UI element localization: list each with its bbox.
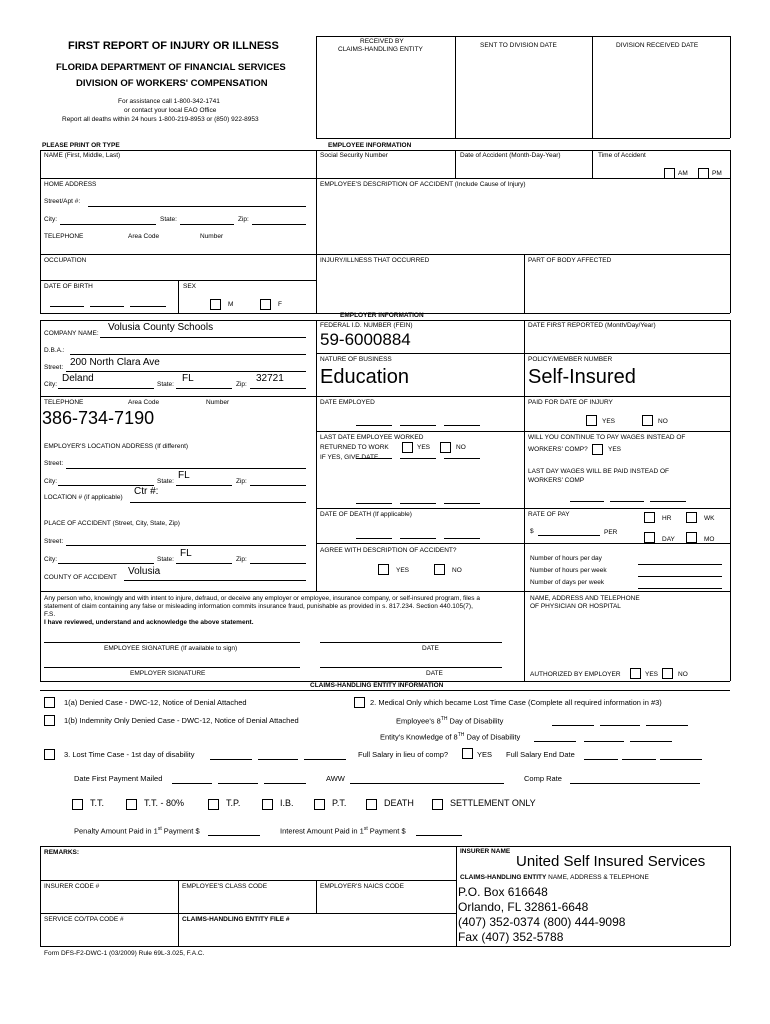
medical-only-checkbox[interactable] [354,697,365,708]
employees-8th-day-label: Employee's 8TH Day of Disability [396,716,504,726]
location-city-label: City: [44,478,57,485]
place-street-label: Street: [44,538,64,545]
entity-knowledge-label: Entity's Knowledge of 8TH Day of Disability [380,732,521,742]
form-id: Form DFS-F2-DWC-1 (03/2009) Rule 69L-3.025, F.A.C. [44,950,205,957]
authorized-yes-label: YES [645,671,659,678]
employer-city-value[interactable]: Deland [62,373,94,384]
sex-female-label: F [278,301,282,308]
last-day-wages-label-2: WORKERS' COMP [528,477,585,484]
denied-1b-label: 1(b) Indemnity Only Denied Case - DWC-12, Notice of Denial Attached [64,716,299,725]
acknowledgement-text: I have reviewed, understand and acknowledge the above statement. [44,619,254,626]
che-address-line-2[interactable]: Orlando, FL 32861-6648 [458,900,589,914]
insurer-name-label: INSURER NAME [460,848,511,855]
tt80-checkbox[interactable] [126,799,137,810]
employer-info-heading: EMPLOYER INFORMATION [340,312,424,319]
assistance-line-1: For assistance call 1-800-342-1741 [118,98,220,105]
tt80-label: T.T. - 80% [144,798,185,808]
claims-section-heading: CLAIMS-HANDLING ENTITY INFORMATION [310,682,444,689]
division-received-label: DIVISION RECEIVED DATE [616,42,699,49]
pt-label: P.T. [332,798,347,808]
tt-label: T.T. [90,798,105,808]
paid-for-date-no-label: NO [658,418,668,425]
denied-1a-label: 1(a) Denied Case - DWC-12, Notice of Denial Attached [64,698,247,707]
place-state-label: State: [157,556,174,563]
date-of-accident-label: Date of Accident (Month-Day-Year) [460,152,561,159]
insurer-name-value[interactable]: United Self Insured Services [516,853,706,870]
continue-pay-label-1: WILL YOU CONTINUE TO PAY WAGES INSTEAD OF [528,434,686,441]
agree-description-label: AGREE WITH DESCRIPTION OF ACCIDENT? [320,547,457,554]
fein-label: FEDERAL I.D. NUMBER (FEIN) [320,322,413,329]
nature-of-business-label: NATURE OF BUSINESS [320,356,392,363]
sex-male-label: M [228,301,234,308]
paid-for-date-no-checkbox[interactable] [642,415,653,426]
employer-zip-value[interactable]: 32721 [256,373,284,384]
rate-dollar-label: $ [530,528,534,535]
remarks-label: REMARKS: [44,849,80,856]
employer-signature-label: EMPLOYER SIGNATURE [130,670,206,677]
sent-to-division-label: SENT TO DIVISION DATE [480,42,557,49]
hours-per-day-label: Number of hours per day [530,555,602,562]
employer-area-code-label: Area Code [128,399,160,406]
rate-hr-checkbox[interactable] [644,512,655,523]
employee-signature-label: EMPLOYEE SIGNATURE (If available to sign) [104,645,238,652]
authorized-no-label: NO [678,671,688,678]
denied-1b-checkbox[interactable] [44,715,55,726]
employer-city-label: City: [44,381,57,388]
rate-hr-label: HR [662,515,672,522]
time-of-accident-label: Time of Accident [598,152,646,159]
authorized-no-checkbox[interactable] [662,668,673,679]
tp-label: T.P. [226,798,241,808]
rate-day-label: DAY [662,536,675,543]
pt-checkbox[interactable] [314,799,325,810]
returned-to-work-label: RETURNED TO WORK [320,444,389,451]
form-title: FIRST REPORT OF INJURY OR ILLNESS [68,40,279,52]
ib-label: I.B. [280,798,294,808]
assistance-line-3: Report all deaths within 24 hours 1-800-219-8953 or (850) 922-8953 [62,116,259,123]
fein-value[interactable]: 59-6000884 [320,330,411,349]
returned-yes-label: YES [417,444,431,451]
location-street-label: Street: [44,460,64,467]
location-state-value[interactable]: FL [178,470,190,481]
if-yes-give-date-label: IF YES, GIVE DATE [320,454,379,461]
rate-of-pay-label: RATE OF PAY [528,511,570,518]
zip-label: Zip: [238,216,249,223]
place-of-accident-label: PLACE OF ACCIDENT (Street, City, State, Zip) [44,520,180,527]
paid-for-date-label: PAID FOR DATE OF INJURY [528,399,613,406]
interest-amount-label: Interest Amount Paid in 1st Payment $ [280,826,406,836]
location-number-label: LOCATION # (if applicable) [44,494,123,501]
death-checkbox[interactable] [366,799,377,810]
company-name-value[interactable]: Volusia County Schools [108,322,214,333]
ssn-label: Social Security Number [320,152,388,159]
denied-1a-checkbox[interactable] [44,697,55,708]
ib-checkbox[interactable] [262,799,273,810]
state-label: State: [160,216,177,223]
full-salary-yes-checkbox[interactable] [462,748,473,759]
assistance-line-2: or contact your local EAO Office [124,107,217,114]
settlement-label: SETTLEMENT ONLY [450,798,536,808]
tp-checkbox[interactable] [208,799,219,810]
hours-per-week-label: Number of hours per week [530,567,607,574]
dba-label: D.B.A.: [44,347,65,354]
rate-wk-checkbox[interactable] [686,512,697,523]
body-part-label: PART OF BODY AFFECTED [528,257,612,264]
am-checkbox[interactable] [664,168,675,179]
date-first-reported-label: DATE FIRST REPORTED (Month/Day/Year) [528,322,656,329]
telephone-label: TELEPHONE [44,233,84,240]
last-day-wages-label-1: LAST DAY WAGES WILL BE PAID INSTEAD OF [528,468,669,475]
authorized-by-employer-label: AUTHORIZED BY EMPLOYER [530,671,621,678]
death-label: DEATH [384,798,414,808]
sex-label: SEX [183,283,197,290]
settlement-checkbox[interactable] [432,799,443,810]
nature-of-business-value[interactable]: Education [320,366,409,388]
lost-time-checkbox[interactable] [44,749,55,760]
continue-pay-yes-label: YES [608,446,622,453]
county-value[interactable]: Volusia [128,566,161,577]
city-label: City: [44,216,57,223]
employer-street-label: Street: [44,364,64,371]
location-state-label: State: [157,478,174,485]
date-of-death-label: DATE OF DEATH (If applicable) [320,511,412,518]
occupation-label: OCCUPATION [44,257,87,264]
paid-for-date-yes-checkbox[interactable] [586,415,597,426]
paid-for-date-yes-label: YES [602,418,616,425]
returned-no-checkbox[interactable] [440,442,451,453]
division-name: DIVISION OF WORKERS' COMPENSATION [76,78,268,89]
rate-day-checkbox[interactable] [644,532,655,543]
rate-wk-label: WK [704,515,715,522]
lost-time-label: 3. Lost Time Case - 1st day of disability [64,750,195,759]
aww-label: AWW [326,774,345,783]
received-by-entity-label: CLAIMS-HANDLING ENTITY [338,46,423,53]
place-state-value[interactable]: FL [180,548,192,559]
penalty-amount-label: Penalty Amount Paid in 1st Payment $ [74,826,200,836]
place-zip-label: Zip: [236,556,247,563]
street-apt-label: Street/Apt #: [44,198,81,205]
che-file-label: CLAIMS-HANDLING ENTITY FILE # [182,916,290,923]
employer-number-label: Number [206,399,230,406]
che-address-label: CLAIMS-HANDLING ENTITY NAME, ADDRESS & TELEPHONE [460,874,649,881]
employer-state-label: State: [157,381,174,388]
che-address-line-4[interactable]: Fax (407) 352-5788 [458,930,564,944]
injury-illness-label: INJURY/ILLNESS THAT OCCURRED [320,257,430,264]
employer-signature-date-label: DATE [426,670,443,677]
physician-label-2: OF PHYSICIAN OR HOSPITAL [530,603,621,610]
days-per-week-label: Number of days per week [530,579,605,586]
accident-description-label: EMPLOYEE'S DESCRIPTION OF ACCIDENT (Include Cause of Injury) [320,181,526,188]
physician-label-1: NAME, ADDRESS AND TELEPHONE [530,595,640,602]
location-number-value[interactable]: Ctr #: [134,486,159,497]
received-by-label: RECEIVED BY [360,38,404,45]
date-of-birth-label: DATE OF BIRTH [44,283,93,290]
rate-mo-label: MO [704,536,715,543]
service-code-label: SERVICE CO/TPA CODE # [44,916,124,923]
continue-pay-yes-checkbox[interactable] [592,444,603,455]
che-address-line-1[interactable]: P.O. Box 616648 [458,885,548,899]
tt-checkbox[interactable] [72,799,83,810]
continue-pay-label-2: WORKERS' COMP? [528,446,588,453]
returned-no-label: NO [456,444,466,451]
fraud-statement-line-1: Any person who, knowingly and with intent to injure, defraud, or deceive any employer or employee, insurance company, or self-insured program, files a [44,595,480,602]
employer-state-value[interactable]: FL [182,373,194,384]
date-first-payment-label: Date First Payment Mailed [74,774,163,783]
pm-checkbox[interactable] [698,168,709,179]
employer-street-value[interactable]: 200 North Clara Ave [70,357,160,368]
area-code-label: Area Code [128,233,160,240]
che-address-line-3[interactable]: (407) 352-0374 (800) 444-9098 [458,915,626,929]
policy-number-label: POLICY/MEMBER NUMBER [528,356,613,363]
last-date-worked-label: LAST DATE EMPLOYEE WORKED [320,434,424,441]
medical-only-label: 2. Medical Only which became Lost Time Case (Complete all required information in #3) [370,698,662,707]
agree-no-label: NO [452,567,462,574]
comp-rate-label: Comp Rate [524,774,562,783]
authorized-yes-checkbox[interactable] [630,668,641,679]
rate-per-label: PER [604,529,618,536]
am-label: AM [678,170,688,177]
fraud-statement-line-3: F.S. [44,611,56,618]
returned-yes-checkbox[interactable] [402,442,413,453]
employer-telephone-label: TELEPHONE [44,399,84,406]
employer-phone-value[interactable]: 386-734-7190 [42,408,155,428]
full-salary-end-label: Full Salary End Date [506,750,575,759]
class-code-label: EMPLOYEE'S CLASS CODE [182,883,268,890]
insurer-code-label: INSURER CODE # [44,883,100,890]
place-city-label: City: [44,556,57,563]
full-salary-yes-label: YES [477,750,493,759]
pm-label: PM [712,170,722,177]
agree-yes-checkbox[interactable] [378,564,389,575]
employer-zip-label: Zip: [236,381,247,388]
location-zip-label: Zip: [236,478,247,485]
company-name-label: COMPANY NAME: [44,330,99,337]
location-address-label: EMPLOYER'S LOCATION ADDRESS (If different) [44,443,189,450]
naics-code-label: EMPLOYER'S NAICS CODE [320,883,404,890]
sex-female-checkbox[interactable] [260,299,271,310]
employee-info-heading: EMPLOYEE INFORMATION [328,142,412,149]
date-employed-label: DATE EMPLOYED [320,399,375,406]
please-print-label: PLEASE PRINT OR TYPE [42,142,120,149]
department-name: FLORIDA DEPARTMENT OF FINANCIAL SERVICES [56,62,286,73]
agree-no-checkbox[interactable] [434,564,445,575]
home-address-label: HOME ADDRESS [44,181,97,188]
fraud-statement-line-2: statement of claim containing any false or misleading information commits insurance fraud, punishable as provided in s. 817.234. Section 440.105(7), [44,603,473,610]
agree-yes-label: YES [396,567,410,574]
employee-signature-date-label: DATE [422,645,439,652]
employee-name-label: NAME (First, Middle, Last) [44,152,121,159]
full-salary-label: Full Salary in lieu of comp? [358,750,449,759]
county-label: COUNTY OF ACCIDENT [44,574,117,581]
rate-mo-checkbox[interactable] [686,532,697,543]
sex-male-checkbox[interactable] [210,299,221,310]
policy-number-value[interactable]: Self-Insured [528,366,636,388]
number-label: Number [200,233,224,240]
